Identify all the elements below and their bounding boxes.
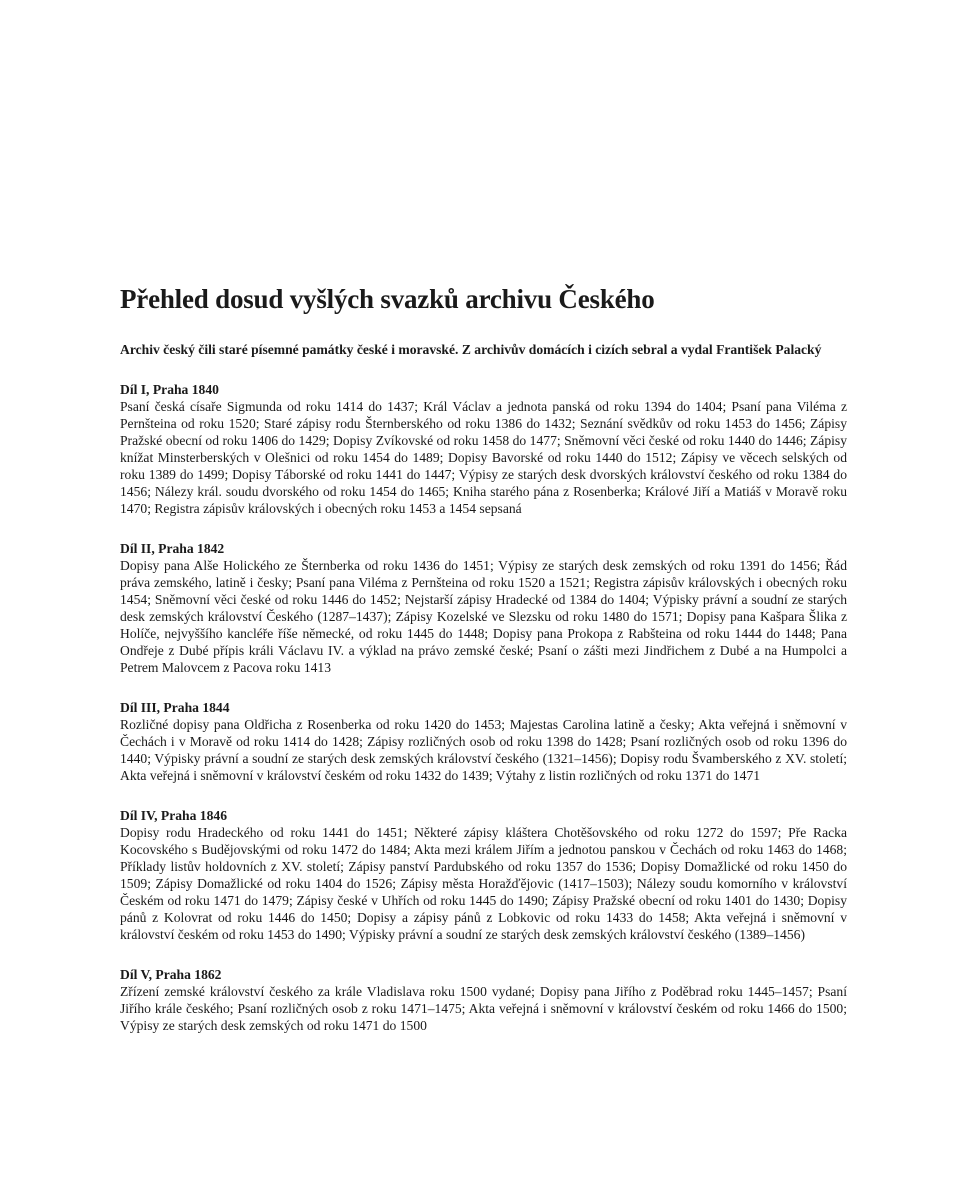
volume-section-5 <box>120 966 847 1034</box>
document-page <box>120 281 847 1034</box>
volume-heading: Díl II, Praha 1842 <box>120 541 225 556</box>
volume-section-1 <box>120 381 847 517</box>
volume-section-2 <box>120 540 847 676</box>
volume-contents: Psaní česká císaře Sigmunda od roku 1414 do 1437; Král Václav a jednota panská od roku 1394 do 1404; Psaní pana Viléma z Pernšteina od roku 1520; Staré zápisy rodu Šternberského od roku 1386 do 1432; Seznání svědkův od roku 1453 do 1456; Zápisy Pražské obecní od roku 1406 do 1429; Dopisy Zvíkovské od roku 1458 do 1477; Sněmovní věci české od roku 1440 do 1446; Zápisy knížat Minsterberských v Olešnici od roku 1454 do 1489; Dopisy Bavorské od roku 1440 do 1512; Zápisy ve věcech selských od roku 1389 do 1499; Dopisy Táborské od roku 1441 do 1447; Výpisy ze starých desk dvorských království českého od roku 1384 do 1456; Nálezy král. soudu dvorského od roku 1454 do 1465; Kniha starého pána z Rosenberka; Králové Jiří a Matiáš v Moravě roku 1470; Registra zápisův královských i obecných roku 1453 a 1454 sepsaná <box>120 399 847 516</box>
volume-contents: Dopisy pana Alše Holického ze Šternberka od roku 1436 do 1451; Výpisy ze starých desk zemských od roku 1391 do 1456; Řád práva zemského, latině i česky; Psaní pana Viléma z Pernšteina od roku 1520 a 1521; Registra zápisův královských i obecných roku 1454; Sněmovní věci české od roku 1446 do 1452; Nejstarší zápisy Hradecké od 1384 do 1404; Výpisky právní a soudní ze starých desk zemských království Českého (1287–1437); Zápisy Kozelské ve Slezsku od roku 1480 do 1571; Dopisy pana Kašpara Šlika z Holíče, nejvyššího kancléře říše německé, od roku 1445 do 1448; Dopisy pana Prokopa z Rabšteina od roku 1444 do 1448; Pana Ondřeje z Dubé přípis králi Václavu IV. a výklad na právo zemské české; Psaní o zášti mezi Jindřichem z Dubé a na Humpolci a Petrem Malovcem z Pacova roku 1413 <box>120 558 847 675</box>
volume-heading: Díl I, Praha 1840 <box>120 382 219 397</box>
volume-section-4 <box>120 807 847 943</box>
volume-heading: Díl IV, Praha 1846 <box>120 808 227 823</box>
volume-heading: Díl V, Praha 1862 <box>120 967 222 982</box>
volume-section-3 <box>120 699 847 784</box>
volume-contents: Zřízení zemské království českého za krále Vladislava roku 1500 vydané; Dopisy pana Jiřího z Poděbrad roku 1445–1457; Psaní Jiřího krále českého; Psaní rozličných osob z roku 1471–1475; Akta veřejná i sněmovní v království českém od roku 1466 do 1500; Výpisy ze starých desk zemských od roku 1471 do 1500 <box>120 984 847 1033</box>
document-subtitle: Archiv český čili staré písemné památky české i moravské. Z archivův domácích i cizích sebral a vydal František Palacký <box>120 342 822 357</box>
volume-contents: Rozličné dopisy pana Oldřicha z Rosenberka od roku 1420 do 1453; Majestas Carolina latině a česky; Akta veřejná i sněmovní v Čechách i v Moravě od roku 1414 do 1428; Zápisy rozličných osob od roku 1398 do 1428; Psaní rozličných osob od roku 1396 do 1440; Výpisky právní a soudní ze starých desk zemských království českého (1321–1456); Dopisy rodu Švamberského z XV. století; Akta veřejná i sněmovní v království českém od roku 1432 do 1439; Výtahy z listin rozličných od roku 1371 do 1471 <box>120 717 847 783</box>
page-title: Přehled dosud vyšlých svazků archivu Českého <box>120 284 655 314</box>
volume-contents: Dopisy rodu Hradeckého od roku 1441 do 1451; Některé zápisy kláštera Chotěšovského od roku 1272 do 1597; Pře Racka Kocovského s Budějovskými od roku 1472 do 1484; Akta mezi králem Jiřím a jednotou panskou v Čechách od roku 1463 do 1468; Příklady listův holdovních z XV. století; Zápisy panství Pardubského od roku 1357 do 1536; Dopisy Domažlické od roku 1450 do 1509; Zápisy Domažlické od roku 1404 do 1526; Zápisy města Horažďějovic (1417–1503); Nálezy soudu komorního v království Českém od roku 1471 do 1479; Zápisy české v Uhřích od roku 1445 do 1490; Zápisy Pražské obecní od roku 1401 do 1430; Dopisy pánů z Kolovrat od roku 1446 do 1450; Dopisy a zápisy pánů z Lobkovic od roku 1433 do 1458; Akta veřejná i sněmovní v království českém od roku 1453 do 1490; Výpisky právní a soudní ze starých desk zemských království českého (1389–1456) <box>120 825 847 942</box>
volume-heading: Díl III, Praha 1844 <box>120 700 230 715</box>
